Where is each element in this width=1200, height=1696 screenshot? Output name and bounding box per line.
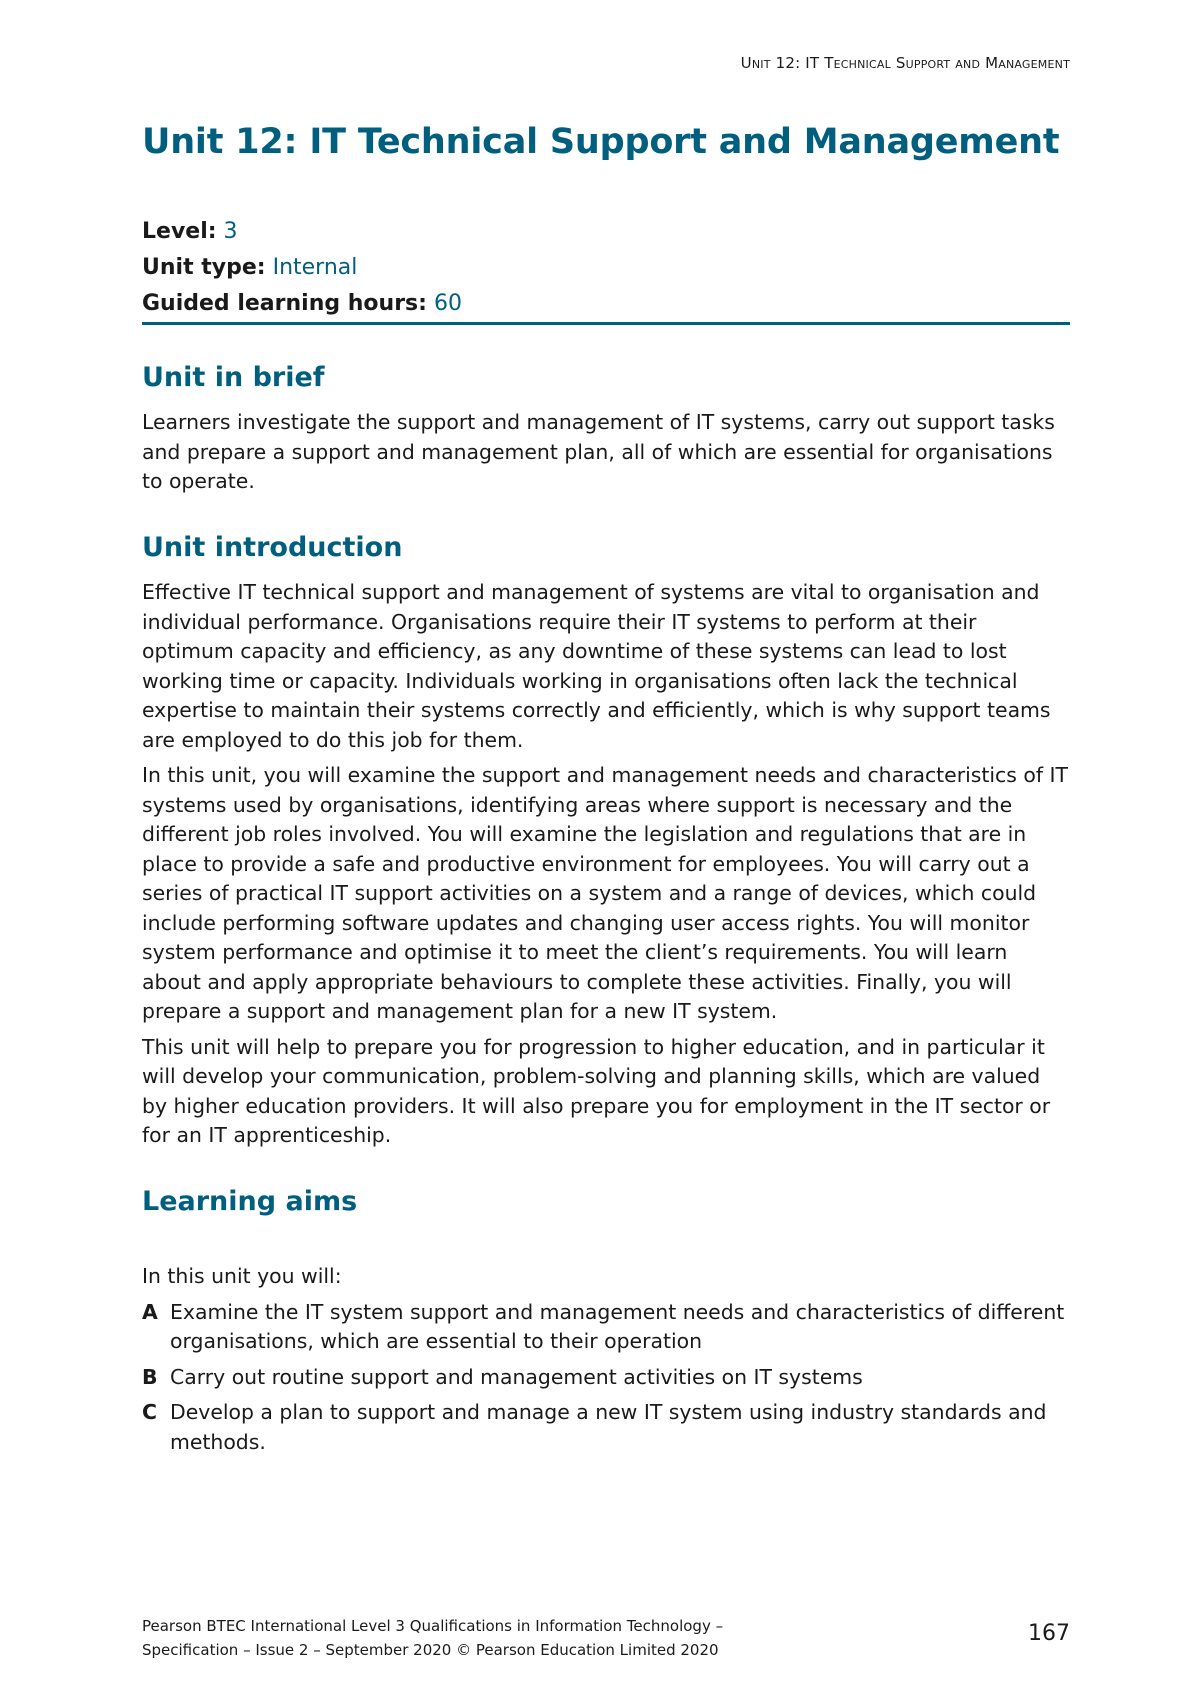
page-number: 167 <box>1028 1621 1070 1646</box>
header-divider <box>142 322 1070 325</box>
footer-line-2: Specification – Issue 2 – September 2020 © Pearson Education Limited 2020 <box>142 1641 719 1659</box>
document-page <box>142 0 1070 1696</box>
meta-level <box>142 214 462 250</box>
meta-glh-label: Guided learning hours: <box>142 291 427 316</box>
intro-paragraph: Effective IT technical support and management of systems are vital to organisation and individual performance. Organisations require their IT systems to perform at their optimum capacity and efficiency, as any downtime of these systems can lead to lost working time or capacity. Individuals working in organisations often lack the technical expertise to maintain their systems correctly and efficiently, which is why support teams are employed to do this job for them. <box>142 580 1051 752</box>
intro-paragraph: This unit will help to prepare you for progression to higher education, and in particular it will develop your communication, problem-solving and planning skills, which are valued by higher education providers. It will also prepare you for employment in the IT sector or for an IT apprenticeship. <box>142 1034 1051 1147</box>
aim-letter: B <box>142 1364 158 1389</box>
learning-aim-item <box>142 1298 1070 1357</box>
aim-text: Develop a plan to support and manage a new IT system using industry standards and methods. <box>170 1400 1047 1454</box>
meta-glh-value: 60 <box>433 291 462 316</box>
meta-glh <box>142 286 462 322</box>
aim-text: Examine the IT system support and management needs and characteristics of different organisations, which are essential to their operation <box>170 1299 1065 1353</box>
intro-paragraph: In this unit, you will examine the support and management needs and characteristics of IT systems used by organisations, identifying areas where support is necessary and the different job roles involved. You will examine the legislation and regulations that are in place to provide a safe and productive environment for employees. You will carry out a series of practical IT support activities on a system and a range of devices, which could include performing software updates and changing user access rights. You will monitor system performance and optimise it to meet the client’s requirements. You will learn about and apply appropriate behaviours to complete these activities. Finally, you will prepare a support and management plan for a new IT system. <box>142 763 1068 1023</box>
meta-unit-type-value: Internal <box>272 255 358 280</box>
footer-citation <box>142 1614 782 1662</box>
unit-introduction-heading: Unit introduction <box>142 532 403 563</box>
learning-aim-item <box>142 1398 1070 1457</box>
unit-in-brief-text: Learners investigate the support and management of IT systems, carry out support tasks and prepare a support and management plan, all of which are essential for organisations to operate. <box>142 410 1055 493</box>
aim-letter: A <box>142 1299 158 1324</box>
unit-in-brief-section <box>142 408 1070 503</box>
unit-in-brief-heading: Unit in brief <box>142 362 325 393</box>
meta-unit-type <box>142 250 462 286</box>
learning-aim-item <box>142 1363 1070 1393</box>
learning-aims-heading: Learning aims <box>142 1186 358 1217</box>
aim-text: Carry out routine support and management activities on IT systems <box>170 1364 863 1389</box>
meta-level-label: Level: <box>142 219 217 244</box>
page-title: Unit 12: IT Technical Support and Management <box>142 122 1060 162</box>
unit-meta <box>142 214 462 322</box>
aim-letter: C <box>142 1400 157 1424</box>
footer-line-1: Pearson BTEC International Level 3 Qualifications in Information Technology – <box>142 1617 724 1635</box>
learning-aims-intro: In this unit you will: <box>142 1264 342 1288</box>
meta-level-value: 3 <box>223 219 238 244</box>
meta-unit-type-label: Unit type: <box>142 255 266 280</box>
learning-aims-section <box>142 1262 1070 1463</box>
running-header: Unit 12: IT Technical Support and Management <box>740 54 1070 72</box>
unit-introduction-section <box>142 578 1070 1157</box>
